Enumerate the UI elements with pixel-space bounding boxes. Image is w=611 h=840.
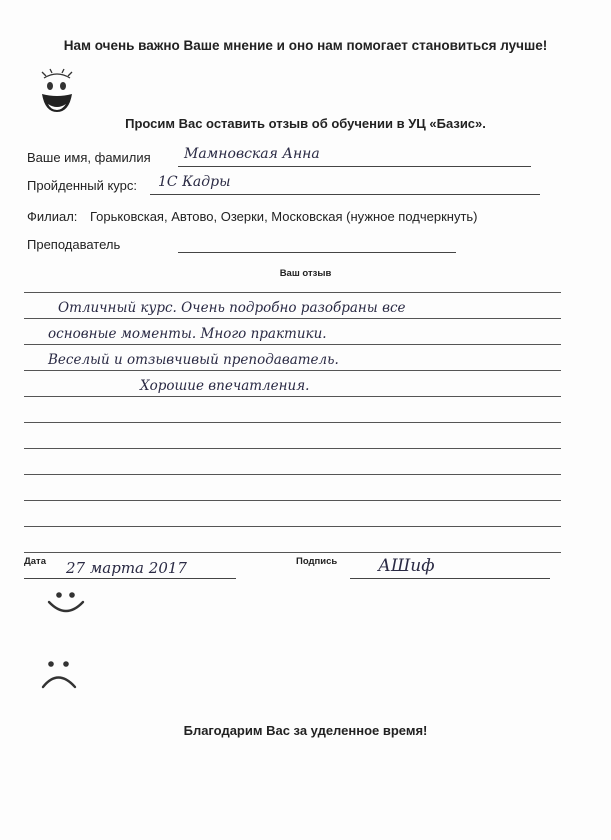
sad-face-icon[interactable] [38, 656, 80, 692]
review-rule [24, 500, 561, 501]
signature-underline [350, 578, 550, 579]
review-text-line: основные моменты. Много практики. [48, 326, 327, 342]
review-rule [24, 422, 561, 423]
course-label: Пройденный курс: [27, 178, 137, 193]
date-label: Дата [24, 556, 46, 567]
review-rule [24, 318, 561, 319]
course-underline [150, 194, 540, 195]
review-rule [24, 370, 561, 371]
review-text-line: Веселый и отзывчивый преподаватель. [48, 352, 339, 368]
review-rule [24, 474, 561, 475]
name-value: Мамновская Анна [184, 146, 320, 162]
branch-options: Горьковская, Автово, Озерки, Московская (нужное подчеркнуть) [90, 209, 478, 224]
branch-label: Филиал: [27, 209, 78, 224]
name-underline [178, 166, 531, 167]
course-value: 1С Кадры [158, 174, 231, 190]
form-header: Нам очень важно Ваше мнение и оно нам помогает становиться лучше! [63, 38, 548, 53]
review-text-line: Отличный курс. Очень подробно разобраны все [58, 300, 406, 316]
name-label: Ваше имя, фамилия [27, 150, 151, 165]
date-underline [24, 578, 236, 579]
review-rule [24, 344, 561, 345]
teacher-underline [178, 252, 456, 253]
form-subtitle: Просим Вас оставить отзыв об обучении в УЦ «Базис». [125, 116, 486, 131]
review-rule [24, 552, 561, 553]
smiling-face-icon[interactable] [44, 586, 88, 618]
signature-value: АШиф [378, 556, 435, 576]
date-value: 27 марта 2017 [66, 559, 187, 577]
signature-label: Подпись [296, 556, 338, 567]
review-label: Ваш отзыв [279, 268, 332, 279]
review-text-line: Хорошие впечатления. [140, 378, 310, 394]
laughing-face-icon [36, 68, 78, 118]
review-rule [24, 448, 561, 449]
teacher-label: Преподаватель [27, 237, 121, 252]
review-rule [24, 396, 561, 397]
review-rule [24, 292, 561, 293]
review-rule [24, 526, 561, 527]
form-footer: Благодарим Вас за уделенное время! [183, 723, 428, 738]
